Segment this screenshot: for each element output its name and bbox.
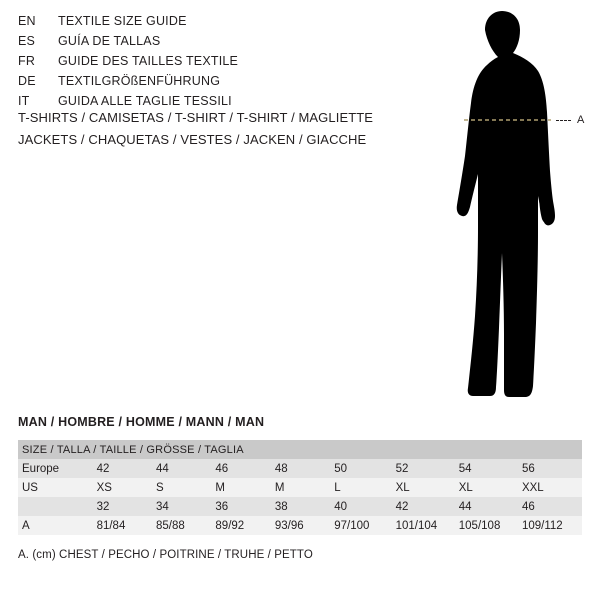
table-cell: 97/100 — [331, 516, 392, 535]
language-code: IT — [18, 94, 30, 108]
language-code: ES — [18, 34, 36, 48]
table-cell: L — [331, 478, 392, 497]
table-header-label: SIZE / TALLA / TAILLE / GRÖSSE / TAGLIA — [18, 440, 582, 459]
table-cell: 38 — [272, 497, 331, 516]
category-jackets: JACKETS / CHAQUETAS / VESTES / JACKEN / GIACCHE — [18, 132, 367, 147]
table-cell: XXL — [519, 478, 582, 497]
table-cell: 34 — [153, 497, 212, 516]
category-tshirts: T-SHIRTS / CAMISETAS / T-SHIRT / T-SHIRT / MAGLIETTE — [18, 110, 374, 125]
table-row — [18, 516, 582, 535]
table-cell: 48 — [272, 459, 331, 478]
table-cell: M — [212, 478, 271, 497]
table-cell: 105/108 — [456, 516, 519, 535]
footnote: A. (cm) CHEST / PECHO / POITRINE / TRUHE / PETTO — [18, 549, 313, 561]
table-cell: 44 — [456, 497, 519, 516]
language-code: FR — [18, 54, 36, 68]
measure-leader-line — [556, 120, 571, 121]
row-label: US — [18, 478, 94, 497]
table-cell: 44 — [153, 459, 212, 478]
chest-measure-line-icon — [405, 8, 600, 408]
language-text: GUÍA DE TALLAS — [58, 34, 161, 48]
table-cell: XL — [456, 478, 519, 497]
language-code: DE — [18, 74, 36, 88]
language-row — [18, 34, 398, 54]
language-row — [18, 74, 398, 94]
table-cell: 50 — [331, 459, 392, 478]
row-label — [18, 497, 94, 516]
table-cell: 46 — [519, 497, 582, 516]
row-label: A — [18, 516, 94, 535]
table-cell: 101/104 — [393, 516, 456, 535]
category-list — [18, 110, 418, 154]
table-row — [18, 478, 582, 497]
language-text: TEXTILGRÖßENFÜHRUNG — [58, 74, 221, 88]
table-cell: 93/96 — [272, 516, 331, 535]
table-cell: 42 — [94, 459, 153, 478]
measure-label-a: A — [577, 114, 585, 126]
table-cell: 46 — [212, 459, 271, 478]
language-list — [18, 14, 398, 114]
table-cell: 54 — [456, 459, 519, 478]
table-cell: 89/92 — [212, 516, 271, 535]
table-cell: 52 — [393, 459, 456, 478]
table-cell: 32 — [94, 497, 153, 516]
language-row — [18, 14, 398, 34]
table-cell: 109/112 — [519, 516, 582, 535]
table-cell: 42 — [393, 497, 456, 516]
table-cell: S — [153, 478, 212, 497]
table-cell: 40 — [331, 497, 392, 516]
table-cell: 81/84 — [94, 516, 153, 535]
table-cell: 36 — [212, 497, 271, 516]
table-cell: 56 — [519, 459, 582, 478]
size-table — [18, 440, 582, 535]
table-cell: XS — [94, 478, 153, 497]
language-text: GUIDE DES TAILLES TEXTILE — [58, 54, 239, 68]
language-code: EN — [18, 14, 36, 28]
table-cell: 85/88 — [153, 516, 212, 535]
table-header-row — [18, 440, 582, 459]
table-row — [18, 459, 582, 478]
table-row — [18, 497, 582, 516]
male-figure-illustration — [405, 8, 600, 408]
table-cell: XL — [393, 478, 456, 497]
language-text: GUIDA ALLE TAGLIE TESSILI — [58, 94, 232, 108]
table-cell: M — [272, 478, 331, 497]
language-text: TEXTILE SIZE GUIDE — [58, 14, 187, 28]
row-label: Europe — [18, 459, 94, 478]
table-caption: MAN / HOMBRE / HOMME / MANN / MAN — [18, 415, 265, 429]
language-row — [18, 54, 398, 74]
